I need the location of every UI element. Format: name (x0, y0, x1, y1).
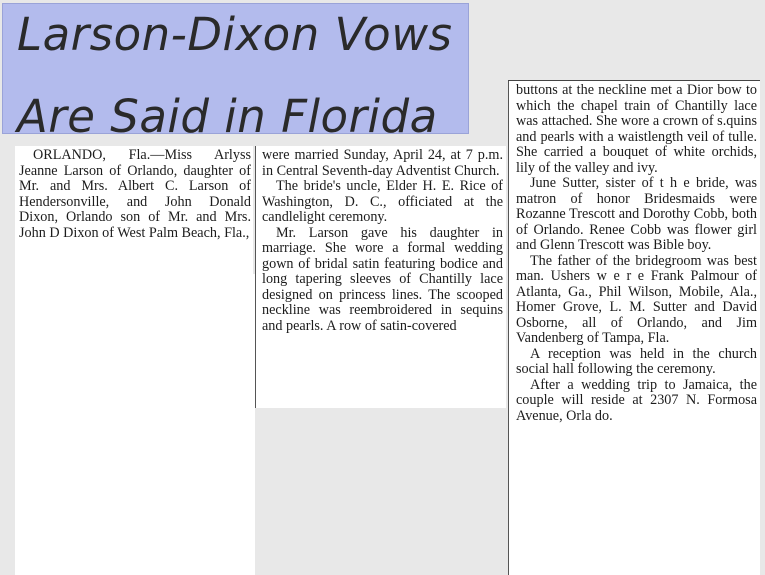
article-paragraph: June Sutter, sister of t h e bride, was matron of honor Bridesmaids were Rozanne Trescott and Dorothy Cobb, both of Orlando. Renee Cobb was flower girl and Glenn Trescott was Bible boy. (516, 175, 757, 253)
headline-line-2: Are Said in Florida (17, 90, 438, 143)
headline-line-1: Larson-Dixon Vows (17, 8, 453, 61)
article-column-3 (508, 80, 760, 575)
blank-area (15, 274, 255, 575)
article-paragraph: were married Sunday, April 24, at 7 p.m. in Central Seventh-day Adventist Church. (262, 147, 503, 179)
article-paragraph: After a wedding trip to Jamaica, the couple will reside at 2307 N. Formosa Avenue, Orla do. (516, 376, 757, 424)
article-paragraph: The father of the bridegroom was best man. Ushers w e r e Frank Palmour of Atlanta, Ga., Phil Wilson, Mobile, Ala., Homer Grove, L. M. Sutter and David Osborne, all of Orlando, and Jim Vandenberg of Tampa, Fla. (516, 252, 757, 346)
article-paragraph: buttons at the neckline met a Dior bow to which the chapel train of Chantilly lace was attached. She wore a crown of s.quins and pearls with a waistlength veil of tulle. She carried a bouquet of white orchids, lily of the valley and ivy. (516, 82, 757, 176)
article-paragraph: A reception was held in the church social hall following the ceremony. (516, 345, 757, 377)
article-column-1 (15, 146, 253, 274)
headline-box (2, 3, 469, 143)
article-paragraph: ORLANDO, Fla.—Miss Arlyss Jeanne Larson of Orlando, daughter of Mr. and Mrs. Albert C. Larson of Hendersonville, and John Donald Dixon, Orlando son of Mr. and Mrs. John D Dixon of West Palm Beach, Fla., (19, 147, 251, 241)
column-top-rule (508, 80, 760, 81)
article-column-2 (255, 146, 506, 408)
article-paragraph: Mr. Larson gave his daughter in marriage. She wore a formal wedding gown of bridal satin featuring bodice and long tapering sleeves of Chantilly lace designed on princess lines. The scooped neckline was reembroidered in sequins and pearls. A row of satin-covered (262, 224, 503, 334)
article-paragraph: The bride's uncle, Elder H. E. Rice of Washington, D. C., officiated at the candlelight ceremony. (262, 178, 503, 225)
